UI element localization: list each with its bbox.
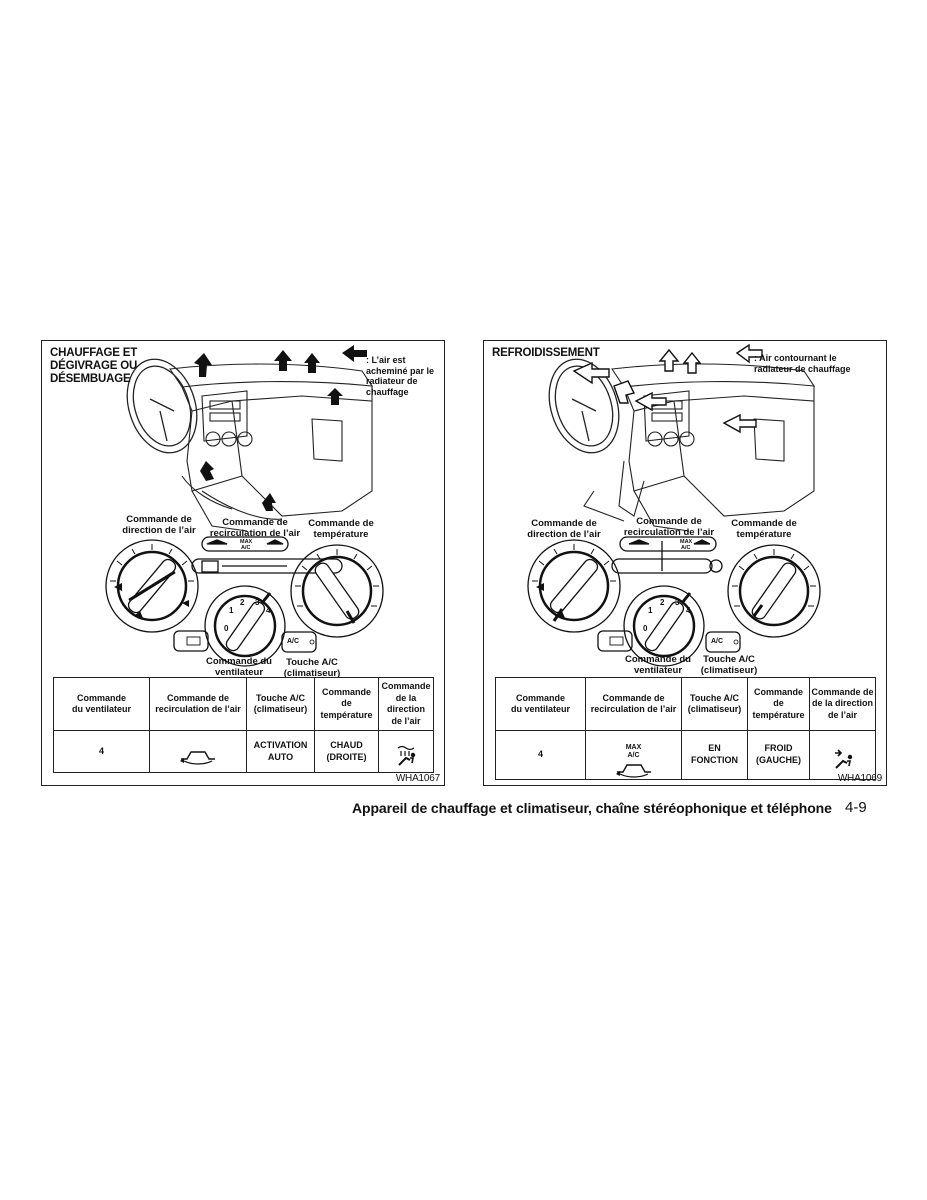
figure-title: CHAUFFAGE ET DÉGIVRAGE OU DÉSEMBUAGE — [50, 347, 138, 385]
max-ac-label: MAX A/C — [625, 743, 642, 759]
dashboard-illustration — [484, 341, 886, 676]
fan-number-2: 2 — [660, 598, 665, 607]
air-legend-note: : L’air est acheminé par le radiateur de chauffage — [366, 355, 435, 397]
label-air-direction: Commande de direction de l’air — [527, 518, 601, 540]
cell-temperature: CHAUD (DROITE) — [315, 731, 379, 773]
ac-small-text: A/C — [241, 545, 251, 551]
header-ac: Touche A/C (climatiseur) — [247, 678, 315, 731]
label-recirculation: Commande de recirculation de l’air — [623, 516, 715, 538]
ac-small-text: A/C — [681, 545, 691, 551]
settings-table — [53, 677, 434, 773]
header-fan: Commande du ventilateur — [54, 678, 150, 731]
label-fan: Commande du ventilateur — [625, 654, 691, 676]
max-text: MAX — [680, 539, 693, 545]
fan-number-0: 0 — [643, 624, 648, 633]
label-ac-button: Touche A/C (climatiseur) — [700, 654, 758, 676]
header-temperature: Commande de température — [748, 678, 810, 731]
floor-defrost-icon — [394, 745, 418, 767]
fan-number-4: 4 — [266, 606, 271, 615]
control-panel — [106, 537, 383, 666]
label-ac-button: Touche A/C (climatiseur) — [283, 657, 341, 679]
recirculation-car-icon — [178, 747, 218, 765]
label-temperature: Commande de température — [308, 518, 374, 540]
label-air-direction: Commande de direction de l’air — [122, 514, 196, 536]
cell-fan: 4 — [54, 731, 150, 773]
section-title: Appareil de chauffage et climatiseur, chaîne stéréophonique et téléphone — [352, 800, 832, 816]
figure-heating-defrost — [41, 340, 445, 786]
fan-number-4: 4 — [686, 606, 691, 615]
figure-title: REFROIDISSEMENT — [492, 347, 600, 359]
label-fan: Commande du ventilateur — [206, 656, 272, 678]
cell-recirculation — [586, 731, 682, 780]
header-air-direction: Commande de la direction de l’air — [379, 678, 434, 731]
fan-number-3: 3 — [675, 598, 680, 607]
fan-number-3: 3 — [255, 598, 260, 607]
page-number: 4-9 — [845, 799, 867, 816]
max-text: MAX — [240, 539, 253, 545]
air-flow-arrows — [194, 345, 367, 511]
header-ac: Touche A/C (climatiseur) — [682, 678, 748, 731]
cell-recirculation — [150, 731, 247, 773]
fan-number-1: 1 — [648, 606, 653, 615]
cell-air-direction — [810, 731, 876, 780]
control-panel — [528, 537, 820, 666]
label-recirculation: Commande de recirculation de l’air — [209, 517, 301, 539]
figure-cooling — [483, 340, 887, 786]
cell-ac: EN FONCTION — [682, 731, 748, 780]
label-temperature: Commande de température — [731, 518, 797, 540]
header-air-direction: Commande de de la direction de l’air — [810, 678, 876, 731]
air-flow-arrows — [574, 345, 762, 432]
header-recirculation: Commande de recirculation de l’air — [150, 678, 247, 731]
cell-air-direction — [379, 731, 434, 773]
fan-number-1: 1 — [229, 606, 234, 615]
figure-code: WHA1067 — [395, 773, 440, 784]
cell-temperature: FROID (GAUCHE) — [748, 731, 810, 780]
ac-button-text: A/C — [287, 638, 300, 645]
cell-ac: ACTIVATION AUTO — [247, 731, 315, 773]
ac-button-text: A/C — [711, 638, 724, 645]
settings-table — [495, 677, 876, 780]
air-legend-note: : Air contournant le radiateur de chauffage — [754, 353, 851, 374]
fan-number-0: 0 — [224, 624, 229, 633]
header-temperature: Commande de température — [315, 678, 379, 731]
fan-number-2: 2 — [240, 598, 245, 607]
header-recirculation: Commande de recirculation de l’air — [586, 678, 682, 731]
recirculation-car-icon — [614, 760, 654, 778]
figure-code: WHA1069 — [837, 773, 882, 784]
header-fan: Commande du ventilateur — [496, 678, 586, 731]
cell-fan: 4 — [496, 731, 586, 780]
face-vent-icon — [831, 748, 855, 770]
